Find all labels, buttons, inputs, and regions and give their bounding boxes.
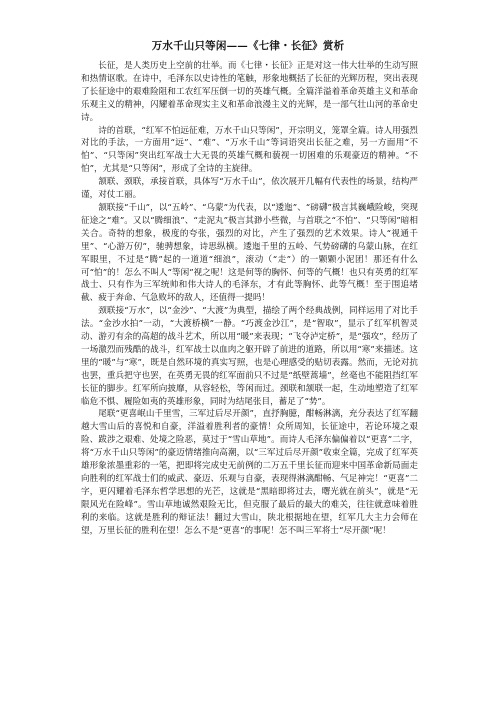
document-body (81, 60, 418, 538)
paragraph-first-couplet: 诗的首联，“红军不怕远征难，万水千山只等闲”，开宗明义，笼罩全篇。诗人用强烈对比的手法，一方面用“远”、“难”、“万水千山”等词语突出长征之难，另一方面用“不怕”、“只等闲”突出红军战士大无畏的英雄气概和藐视一切困难的乐观豪迈的精神。“不怕”，尤其是“只等闲”，形成了全诗的主旋律。 (81, 125, 418, 175)
paragraph-intro: 长征，是人类历史上空前的壮举。而《七律・长征》正是对这一伟大壮举的生动写照和热情讴歌。在诗中，毛泽东以史诗性的笔触，形象地概括了长征的光辉历程，突出表现了长征途中的艰难险阻和工农红军压倒一切的英雄气概。全篇洋溢着革命英雄主义和革命乐观主义的精神，闪耀着革命现实主义和革命浪漫主义的光辉，是一部气壮山河的革命史诗。 (81, 61, 418, 123)
paragraph-third-couplet: 颈联接“万水”，以“金沙”、“大渡”为典型，描绘了两个经典战例，同样运用了对比手法。“金沙水拍”一动，“大渡桥横”一静。“巧渡金沙江”，是“智取”，显示了红军机智灵动、游刃有余的高超的战斗艺术，所以用“暖”来表现；“飞夺泸定桥”，是“强攻”，经历了一场激烈而残酷的战斗，红军战士以血肉之躯开辟了前进的道路，所以用“寒”来描述。这里的“暖”与“寒”，既是自然环境的真实写照，也是心理感受的贴切表露。然而，无论对抗也罢，重兵把守也罢，在英勇无畏的红军面前只不过是“纸壁蒿墙”，丝毫也不能阻挡红军长征的脚步。红军所向披靡，从容轻松，等闲而过。颈联和颔联一起，生动地塑造了红军临危不惧、履险如夷的英雄形象，同时为结尾张目，蓄足了“势”。 (81, 306, 418, 407)
paragraph-middle-couplets: 颔联、颈联，承接首联，具体写“万水千山”，依次展开几幅有代表性的场景，结构严谨，对仗工丽。 (81, 177, 418, 201)
document-title: 万水千山只等闲——《七律・长征》赏析 (151, 40, 345, 52)
paragraph-second-couplet: 颔联接“千山”，以“五岭”、“乌蒙”为代表，以“逶迤”、“磅礴”极言其巍峨险峻，突现征途之“难”。又以“腾细浪”、“走泥丸”极言其渺小些微，与首联之“不怕”、“只等闲”暗相关合。奇特的想象，极度的夸张，强烈的对比，产生了强烈的艺术效果。诗人“视通千里”、“心游万仞”，驰骋想象，诗思纵横。逶迤千里的五岭、气势磅礴的乌蒙山脉，在红军眼里，不过是“腾”起的一道道“细浪”，滚动（“走”）的一颗颗小泥团！那还有什么可“怕”的！怎么不叫人“等闲”视之呢！这是何等的胸怀、何等的气概！也只有英勇的红军战士、只有作为三军统帅和伟大诗人的毛泽东，才有此等胸怀、此等气概！至于围追堵截、疲于奔命、气急败坏的敌人，还值得一提吗！ (81, 202, 418, 304)
paragraph-final-couplet: 尾联“更喜岷山千里雪，三军过后尽开颜”，直抒胸臆，酣畅淋漓，充分表达了红军翻越大雪山后的喜悦和自豪，洋溢着胜利者的豪情！众所周知，长征途中，若论环境之艰险、跋涉之艰难、处境之险恶，莫过于“雪山草地”。而诗人毛泽东偏偏着以“更喜”二字，将“万水千山只等闲”的豪迈情绪推向高潮，以“三军过后尽开颜”收束全篇，完成了红军英雄形象浓墨重彩的一笔，把即将完成史无前例的二万五千里长征而迎来中国革命新局面走向胜利的红军战士们的威武、豪迈、乐观与自豪，表现得淋漓酣畅、气足神完！“更喜”二字，更闪耀着毛泽东哲学思想的光芒，这就是“黑暗即将过去，曙光就在前头”，就是“无限风光在险峰”。雪山草地诚然艰险无比，但克服了最后的最大的难关，往往就意味着胜利的来临。这就是胜利的辩证法！翻过大雪山，陕北根据地在望，红军几大主力会师在望，万里长征的胜利在望！怎么不是“更喜”的事呢！怎不叫三军将士“尽开颜”呢！ (81, 409, 418, 536)
